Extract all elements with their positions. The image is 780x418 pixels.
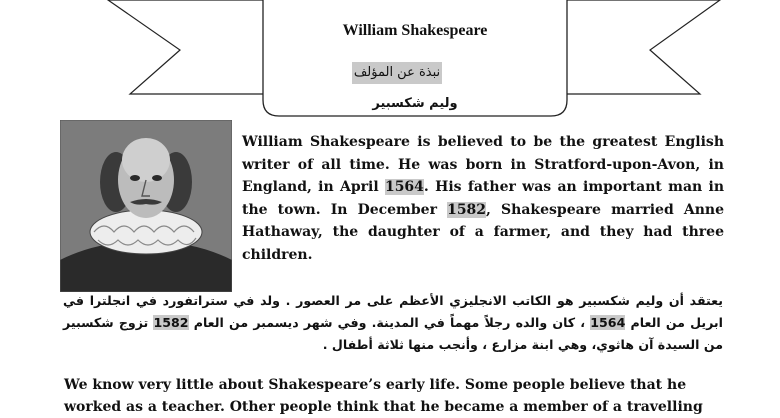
author-name-arabic: وليم شكسبير: [372, 96, 458, 111]
shakespeare-portrait-icon: [60, 120, 232, 292]
highlight-year: 1582: [153, 315, 189, 330]
intro-paragraph-arabic: يعتقد أن وليم شكسبير هو الكاتب الانجليزي الأعظم على مر العصور . ولد في ستراتفورد في انجلترا في ابريل من العام 1564 ، كان والده رجلاً مهماً في المدينة. وفي شهر ديسمبر من العام 1582 تزوج شكسبير من السيدة آن هاثوي، وهي ابنة مزارع ، وأنجب منها ثلاثة أطفال .: [63, 293, 723, 352]
intro-paragraph-english: William Shakespeare is believed to be the greatest English writer of all time. He was born in Stratford-upon-Avon, in England, in April 1564. His father was an important man in the town. In December 1582, Shakespeare married Anne Hathaway, the daughter of a farmer, and they had three children.: [242, 134, 725, 263]
page-title: William Shakespeare: [342, 22, 488, 39]
early-life-paragraph: We know very little about Shakespeare’s early life. Some people believe that he worked as a teacher. Other people think that he became a member of a travelling: [64, 377, 703, 415]
highlight-year: 1564: [384, 179, 424, 195]
subtitle-arabic: نبذة عن المؤلف: [352, 62, 442, 84]
highlight-year: 1564: [590, 315, 626, 330]
highlight-year: 1582: [447, 201, 487, 218]
